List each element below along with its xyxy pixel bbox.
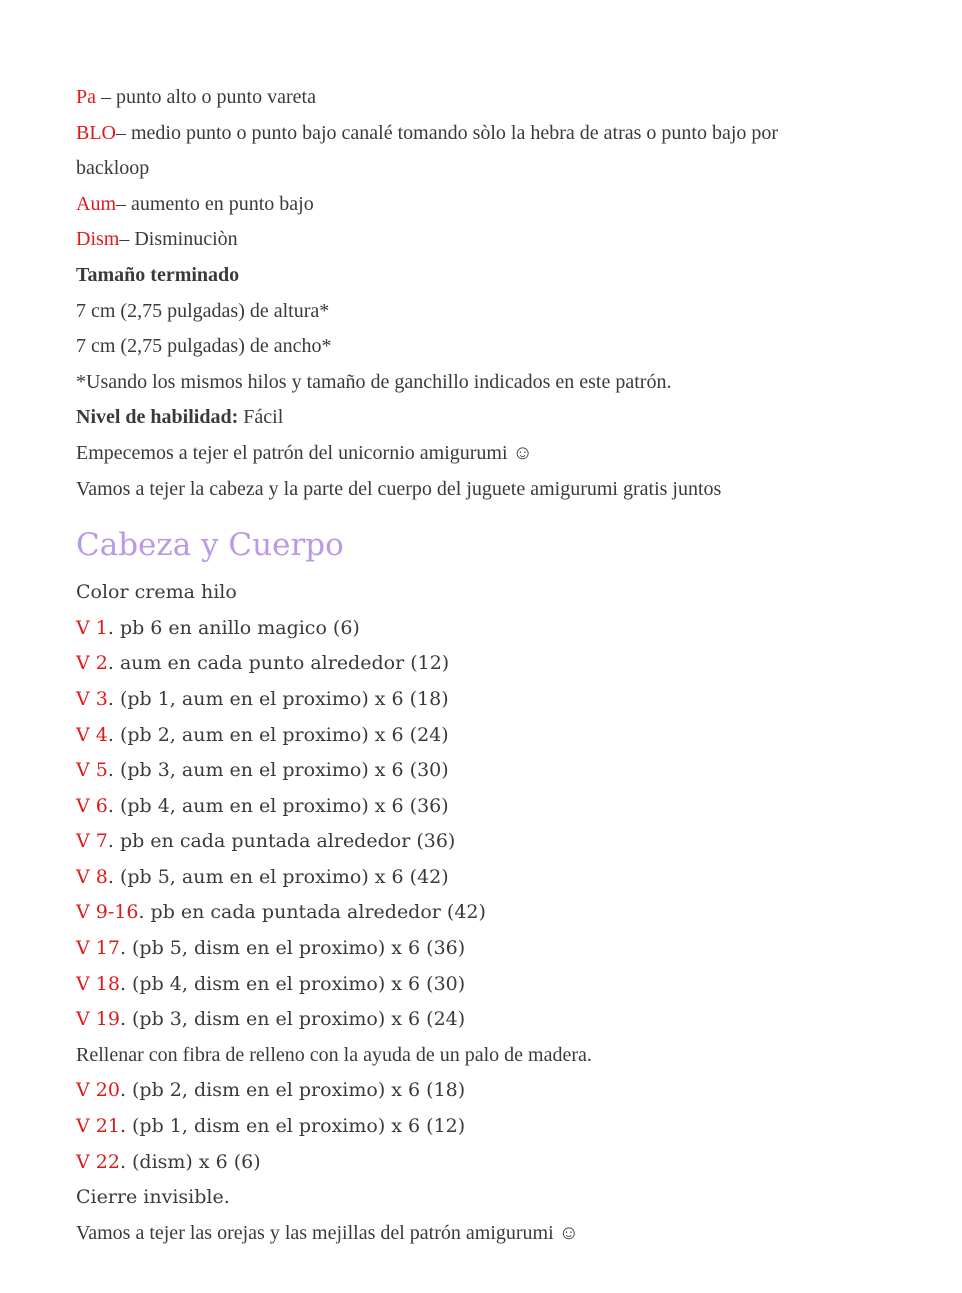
finished-size-footnote: *Usando los mismos hilos y tamaño de ganchillo indicados en este patrón. — [76, 370, 672, 393]
row-label: V 7 — [76, 830, 108, 853]
pattern-row — [76, 1145, 852, 1181]
pattern-row — [76, 931, 852, 967]
note-text: Vamos a tejer las orejas y las mejillas del patrón amigurumi ☺ — [76, 1221, 580, 1244]
note-text: Rellenar con fibra de relleno con la ayuda de un palo de madera. — [76, 1043, 592, 1066]
pattern-row — [76, 824, 852, 860]
row-text: . pb 6 en anillo magico (6) — [107, 616, 360, 639]
note-text: Cierre invisible. — [76, 1186, 230, 1209]
row-text: . (dism) x 6 (6) — [119, 1150, 261, 1173]
abbreviation-desc: – Disminuciòn — [119, 228, 238, 251]
section-heading: Cabeza y Cuerpo — [76, 527, 344, 564]
pattern-row — [76, 967, 852, 1003]
finished-size-width: 7 cm (2,75 pulgadas) de ancho* — [76, 335, 332, 358]
row-label: V 1 — [76, 616, 108, 639]
pattern-row — [76, 895, 852, 931]
row-label: V 17 — [76, 937, 120, 960]
abbreviation-line-aum — [76, 187, 852, 223]
finished-size-heading: Tamaño terminado — [76, 263, 240, 286]
row-text: . pb en cada puntada alrededor (36) — [107, 830, 456, 853]
row-label: V 3 — [76, 687, 108, 710]
pattern-row — [76, 646, 852, 682]
row-label: V 22 — [76, 1150, 120, 1173]
outro-line — [76, 1216, 852, 1252]
pattern-row — [76, 1002, 852, 1038]
row-text: . (pb 1, aum en el proximo) x 6 (18) — [107, 687, 449, 710]
row-text: . pb en cada puntada alrededor (42) — [138, 901, 486, 924]
row-label: V 9-16 — [76, 901, 139, 924]
invisible-close-line — [76, 1180, 852, 1216]
skill-level-line — [76, 400, 852, 436]
row-label: V 4 — [76, 723, 108, 746]
abbreviation-term: Dism — [76, 228, 120, 251]
abbreviation-desc: – medio punto o punto bajo canalé tomando sòlo la hebra de atras o punto bajo por backloop — [76, 121, 779, 180]
pattern-row — [76, 789, 852, 825]
row-text: . (pb 2, dism en el proximo) x 6 (18) — [119, 1079, 466, 1102]
row-label: V 5 — [76, 759, 108, 782]
row-text: . (pb 3, aum en el proximo) x 6 (30) — [107, 759, 449, 782]
row-text: . (pb 4, aum en el proximo) x 6 (36) — [107, 794, 449, 817]
pattern-row — [76, 611, 852, 647]
row-text: . (pb 5, dism en el proximo) x 6 (36) — [119, 937, 466, 960]
row-text: . (pb 5, aum en el proximo) x 6 (42) — [107, 865, 449, 888]
pattern-row — [76, 753, 852, 789]
row-label: V 20 — [76, 1079, 120, 1102]
row-label: V 2 — [76, 652, 108, 675]
abbreviation-line-pa — [76, 80, 852, 116]
pattern-row — [76, 1073, 852, 1109]
skill-level-label: Nivel de habilidad: — [76, 406, 239, 429]
abbreviation-term: BLO — [76, 121, 116, 144]
row-text: . (pb 2, aum en el proximo) x 6 (24) — [107, 723, 449, 746]
abbreviation-line-blo — [76, 116, 852, 187]
abbreviation-desc: – aumento en punto bajo — [116, 192, 314, 215]
row-label: V 6 — [76, 794, 108, 817]
row-text: . (pb 1, dism en el proximo) x 6 (12) — [119, 1115, 466, 1138]
abbreviation-term: Aum — [76, 192, 116, 215]
row-label: V 8 — [76, 865, 108, 888]
stuffing-note-line — [76, 1038, 852, 1074]
pattern-row — [76, 718, 852, 754]
row-label: V 18 — [76, 972, 120, 995]
skill-level-value: Fácil — [238, 406, 284, 429]
pattern-row — [76, 860, 852, 896]
intro-line: Empecemos a tejer el patrón del unicornio amigurumi ☺ — [76, 441, 533, 464]
row-text: . aum en cada punto alrededor (12) — [107, 652, 450, 675]
intro-line: Vamos a tejer la cabeza y la parte del cuerpo del juguete amigurumi gratis juntos — [76, 477, 722, 500]
pattern-row — [76, 682, 852, 718]
row-label: V 21 — [76, 1115, 120, 1138]
yarn-color-line: Color crema hilo — [76, 581, 237, 604]
finished-size-height: 7 cm (2,75 pulgadas) de altura* — [76, 299, 330, 322]
abbreviation-desc: – punto alto o punto vareta — [96, 86, 316, 108]
row-text: . (pb 4, dism en el proximo) x 6 (30) — [119, 972, 466, 995]
abbreviation-term: Pa — [76, 86, 96, 108]
row-text: . (pb 3, dism en el proximo) x 6 (24) — [119, 1008, 466, 1031]
row-label: V 19 — [76, 1008, 120, 1031]
pattern-row — [76, 1109, 852, 1145]
abbreviation-line-dism — [76, 222, 852, 258]
